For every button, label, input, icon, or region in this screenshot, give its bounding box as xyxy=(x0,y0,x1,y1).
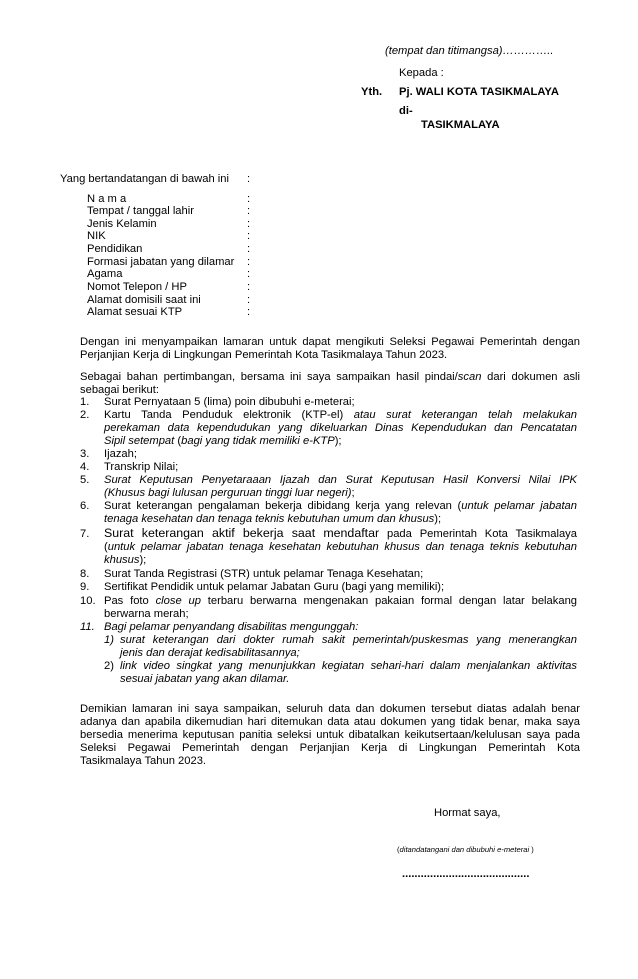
list-text xyxy=(104,527,577,541)
closing-line: Tasikmalaya Tahun 2023. xyxy=(80,755,207,767)
list-number: 11. xyxy=(80,621,95,633)
colon: : xyxy=(247,230,251,242)
field-label: Alamat sesuai KTP xyxy=(87,306,183,318)
list-number: 3. xyxy=(80,448,90,460)
field-row xyxy=(87,205,287,218)
field-row xyxy=(87,268,287,281)
field-row xyxy=(87,306,287,319)
list-number: 8. xyxy=(80,568,90,580)
yth-label: Yth. xyxy=(361,86,383,98)
list-number: 5. xyxy=(80,474,90,486)
text-span: Surat keterangan aktif bekerja saat mendaftar xyxy=(104,526,380,540)
text-span: Surat keterangan pengalaman bekerja dibidang kerja yang relevan ( xyxy=(104,500,462,512)
field-label: Alamat domisili saat ini xyxy=(87,294,201,306)
text-span: Sebagai bahan pertimbangan, bersama ini saya sampaikan hasil pindai/ xyxy=(80,371,458,383)
list-text: Surat Tanda Registrasi (STR) untuk pelamar Tenaga Kesehatan; xyxy=(104,568,424,580)
colon: : xyxy=(247,173,251,185)
closing-line: adanya dan apabila dikemudian hari ditemukan data atau dokumen yang tidak benar, maka saya xyxy=(80,716,580,728)
list-text: surat keterangan dari dokter rumah sakit pemerintah/puskesmas yang menerangkan xyxy=(120,634,577,646)
paragraph-2-line-2: sebagai berikut: xyxy=(80,384,159,396)
text-span: ( xyxy=(104,541,108,553)
list-text: perekaman data kependudukan yang dikeluarkan Dinas Kependudukan dan Pencatatan xyxy=(104,422,577,434)
field-label: Nomot Telepon / HP xyxy=(87,281,187,293)
text-span: ); xyxy=(139,554,147,566)
closing-line: Seleksi Pegawai Pemerintah dengan Perjanjian Kerja di Lingkungan Pemerintah Kota xyxy=(80,742,580,754)
field-label: Formasi jabatan yang dilamar xyxy=(87,256,235,268)
text-span: tenaga kesehatan dan tenaga teknis kebutuhan umum dan khusus xyxy=(104,513,435,525)
list-text xyxy=(104,541,577,554)
colon: : xyxy=(247,306,251,318)
text-span: bagi yang tidak memiliki e-KTP xyxy=(181,435,335,447)
text-span: ditandatangani dan dibubuhi e-meterai xyxy=(399,845,530,854)
paragraph-1-line-2: Perjanjian Kerja di Lingkungan Pemerintah Kota Tasikmalaya Tahun 2023. xyxy=(80,349,448,361)
field-row xyxy=(87,281,287,294)
text-span: terbaru berwarna mengenakan pakaian formal dengan latar belakang xyxy=(200,595,578,607)
list-text xyxy=(104,500,577,513)
colon: : xyxy=(247,256,251,268)
text-span: ); xyxy=(334,435,342,447)
list-text xyxy=(104,435,577,448)
text-span: khusus xyxy=(104,554,140,566)
colon: : xyxy=(247,193,251,205)
text-span: ( xyxy=(397,845,400,854)
list-text: Transkrip Nilai; xyxy=(104,461,179,473)
kepada-label: Kepada : xyxy=(399,67,444,79)
place-date: (tempat dan titimangsa)………….. xyxy=(385,45,554,57)
list-text xyxy=(104,487,577,500)
closing-line: bersedia menerima keputusan panitia seleksi untuk dibatalkan keikutsertaan/kelulusan saya pada xyxy=(80,729,580,741)
city: TASIKMALAYA xyxy=(421,119,500,131)
text-span: close up xyxy=(155,595,201,607)
signature-line: ......................................... xyxy=(402,868,530,880)
list-text: Sertifikat Pendidik untuk pelamar Jabatan Guru (bagi yang memiliki); xyxy=(104,581,445,593)
list-text xyxy=(104,409,577,422)
list-text: link video singkat yang menunjukkan kegiatan sehari-hari dalam menjalankan aktivitas xyxy=(120,660,577,672)
text-span: dari dokumen asli xyxy=(481,371,581,383)
colon: : xyxy=(247,268,251,280)
list-number: 7. xyxy=(80,528,90,540)
list-number: 9. xyxy=(80,581,90,593)
text-span: scan xyxy=(457,371,482,383)
text-span: pada Pemerintah Kota Tasikmalaya xyxy=(379,528,577,540)
list-text: sesuai jabatan yang akan dilamar. xyxy=(120,673,290,685)
list-number: 6. xyxy=(80,500,90,512)
paragraph-2-line-1 xyxy=(80,371,580,384)
field-label: NIK xyxy=(87,230,106,242)
closing-line: Demikian lamaran ini saya sampaikan, seluruh data dan dokumen tersebut diatas adalah benar xyxy=(80,703,580,715)
list-number: 4. xyxy=(80,461,90,473)
colon: : xyxy=(247,218,251,230)
text-span: ; xyxy=(351,487,355,499)
text-span: ); xyxy=(434,513,442,525)
signature-note xyxy=(397,843,534,856)
list-text xyxy=(104,554,577,567)
text-span: ) xyxy=(529,845,534,854)
colon: : xyxy=(247,294,251,306)
list-text: Ijazah; xyxy=(104,448,137,460)
paragraph-1-line-1: Dengan ini menyampaikan lamaran untuk dapat mengikuti Seleksi Pegawai Pemerintah dengan xyxy=(80,336,580,348)
undersigned-label: Yang bertandatangan di bawah ini xyxy=(60,173,229,185)
text-span: (Khusus bagi lulusan perguruan tinggi luar negeri) xyxy=(104,487,352,499)
list-text: Surat Keputusan Penyetaraaan Ijazah dan Surat Keputusan Hasil Konversi Nilai IPK xyxy=(104,474,577,486)
field-row xyxy=(87,230,287,243)
di-label: di- xyxy=(399,105,413,117)
text-span: untuk pelamar jabatan xyxy=(461,500,577,512)
text-span: atau surat keterangan telah melakukan xyxy=(353,409,578,421)
colon: : xyxy=(247,281,251,293)
field-label: N a m a xyxy=(87,193,127,205)
field-row xyxy=(87,243,287,256)
list-number: 2. xyxy=(80,409,90,421)
text-span: untuk pelamar jabatan tenaga kesehatan kebutuhan khusus dan tenaga teknis kebutuhan xyxy=(107,541,577,553)
recipient: Pj. WALI KOTA TASIKMALAYA xyxy=(399,86,559,98)
list-number: 10. xyxy=(80,595,96,607)
regards: Hormat saya, xyxy=(434,807,501,819)
list-text: Bagi pelamar penyandang disabilitas mengunggah: xyxy=(104,621,359,633)
list-number: 2) xyxy=(104,660,114,672)
list-number: 1. xyxy=(80,396,90,408)
list-text xyxy=(104,595,577,608)
list-text: jenis dan derajat kedisabilitasannya; xyxy=(120,647,300,659)
field-label: Agama xyxy=(87,268,123,280)
list-text: Surat Pernyataan 5 (lima) poin dibubuhi e-meterai; xyxy=(104,396,355,408)
text-span: Sipil setempat xyxy=(104,435,175,447)
text-span: Kartu Tanda Penduduk elektronik (KTP-el) xyxy=(104,409,354,421)
list-number: 1) xyxy=(104,634,114,646)
field-label: Pendidikan xyxy=(87,243,143,255)
text-span: Pas foto xyxy=(104,595,156,607)
list-text: berwarna merah; xyxy=(104,608,189,620)
colon: : xyxy=(247,243,251,255)
field-label: Jenis Kelamin xyxy=(87,218,157,230)
colon: : xyxy=(247,205,251,217)
field-label: Tempat / tanggal lahir xyxy=(87,205,194,217)
text-span: ( xyxy=(174,435,182,447)
list-text xyxy=(104,513,577,526)
